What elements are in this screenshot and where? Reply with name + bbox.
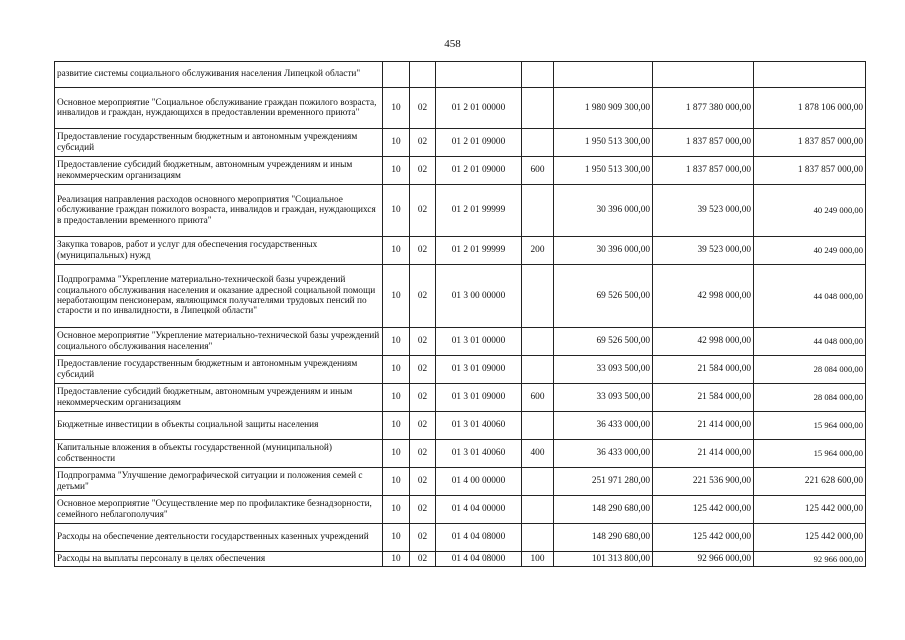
row-amount-year2: 125 442 000,00: [653, 496, 754, 524]
row-expense-type: 600: [522, 157, 554, 185]
row-section: 10: [383, 265, 410, 328]
row-amount-year2: 21 584 000,00: [653, 384, 754, 412]
row-amount-year3: 125 442 000,00: [754, 524, 866, 552]
row-name: Капитальные вложения в объекты государственной (муниципальной) собственности: [55, 440, 383, 468]
row-amount-year2: 42 998 000,00: [653, 265, 754, 328]
row-amount-year3: 1 878 106 000,00: [754, 88, 866, 129]
row-section: 10: [383, 440, 410, 468]
table-row: [55, 384, 866, 412]
row-target-article: 01 3 01 40060: [436, 440, 522, 468]
row-amount-year2: 39 523 000,00: [653, 185, 754, 237]
row-subsection: 02: [410, 524, 436, 552]
row-amount-year1: 36 433 000,00: [554, 440, 653, 468]
row-amount-year1: 33 093 500,00: [554, 384, 653, 412]
row-amount-year2: 39 523 000,00: [653, 237, 754, 265]
row-name: Предоставление субсидий бюджетным, автономным учреждениям и иным некоммерческим организациям: [55, 384, 383, 412]
row-section: 10: [383, 552, 410, 567]
row-amount-year1: 1 950 513 300,00: [554, 129, 653, 157]
row-name: Основное мероприятие "Социальное обслуживание граждан пожилого возраста, инвалидов и граждан, нуждающихся в предоставлении временного приюта": [55, 88, 383, 129]
row-amount-year1: 30 396 000,00: [554, 237, 653, 265]
row-subsection: 02: [410, 237, 436, 265]
row-amount-year2: 21 414 000,00: [653, 440, 754, 468]
row-target-article: 01 2 01 00000: [436, 88, 522, 129]
row-subsection: 02: [410, 440, 436, 468]
row-subsection: [410, 62, 436, 88]
table-row: [55, 62, 866, 88]
row-target-article: 01 2 01 09000: [436, 157, 522, 185]
row-section: 10: [383, 328, 410, 356]
row-expense-type: [522, 185, 554, 237]
row-target-article: 01 3 01 00000: [436, 328, 522, 356]
row-target-article: 01 4 04 00000: [436, 496, 522, 524]
row-section: 10: [383, 129, 410, 157]
row-section: 10: [383, 384, 410, 412]
row-subsection: 02: [410, 356, 436, 384]
row-amount-year3: 44 048 000,00: [754, 328, 866, 356]
row-amount-year3: 15 964 000,00: [754, 412, 866, 440]
row-amount-year2: 125 442 000,00: [653, 524, 754, 552]
row-subsection: 02: [410, 468, 436, 496]
row-amount-year3: 92 966 000,00: [754, 552, 866, 567]
row-name: Расходы на обеспечение деятельности государственных казенных учреждений: [55, 524, 383, 552]
row-name: Закупка товаров, работ и услуг для обеспечения государственных (муниципальных) нужд: [55, 237, 383, 265]
row-amount-year3: 40 249 000,00: [754, 237, 866, 265]
row-amount-year3: 1 837 857 000,00: [754, 129, 866, 157]
row-name: Предоставление государственным бюджетным и автономным учреждениям субсидий: [55, 356, 383, 384]
row-amount-year3: [754, 62, 866, 88]
row-amount-year2: 42 998 000,00: [653, 328, 754, 356]
row-expense-type: [522, 524, 554, 552]
row-subsection: 02: [410, 552, 436, 567]
table-row: [55, 524, 866, 552]
table-row: [55, 265, 866, 328]
row-target-article: 01 3 01 09000: [436, 384, 522, 412]
row-amount-year3: 28 084 000,00: [754, 384, 866, 412]
row-amount-year2: 221 536 900,00: [653, 468, 754, 496]
row-expense-type: 600: [522, 384, 554, 412]
row-target-article: 01 3 01 09000: [436, 356, 522, 384]
row-subsection: 02: [410, 129, 436, 157]
row-target-article: 01 4 04 08000: [436, 552, 522, 567]
row-name: Реализация направления расходов основного мероприятия "Социальное обслуживание граждан пожилого возраста, инвалидов и граждан, нуждающихся в предоставлении временного приюта": [55, 185, 383, 237]
row-name: Предоставление субсидий бюджетным, автономным учреждениям и иным некоммерческим организациям: [55, 157, 383, 185]
row-subsection: 02: [410, 88, 436, 129]
row-target-article: 01 4 04 08000: [436, 524, 522, 552]
table-row: [55, 237, 866, 265]
row-amount-year1: 251 971 280,00: [554, 468, 653, 496]
row-name: Подпрограмма "Улучшение демографической ситуации и положения семей с детьми": [55, 468, 383, 496]
row-name: Бюджетные инвестиции в объекты социальной защиты населения: [55, 412, 383, 440]
row-expense-type: [522, 265, 554, 328]
row-subsection: 02: [410, 496, 436, 524]
row-amount-year1: 36 433 000,00: [554, 412, 653, 440]
row-subsection: 02: [410, 265, 436, 328]
row-name: развитие системы социального обслуживания населения Липецкой области": [55, 62, 383, 88]
row-amount-year3: 125 442 000,00: [754, 496, 866, 524]
table-row: [55, 552, 866, 567]
row-name: Основное мероприятие "Укрепление материально-технической базы учреждений социального обслуживания населения": [55, 328, 383, 356]
row-amount-year3: 1 837 857 000,00: [754, 157, 866, 185]
row-expense-type: 200: [522, 237, 554, 265]
row-expense-type: [522, 328, 554, 356]
row-target-article: [436, 62, 522, 88]
row-amount-year2: 1 837 857 000,00: [653, 157, 754, 185]
row-amount-year3: 15 964 000,00: [754, 440, 866, 468]
row-amount-year1: 101 313 800,00: [554, 552, 653, 567]
row-amount-year1: 148 290 680,00: [554, 496, 653, 524]
row-section: 10: [383, 237, 410, 265]
row-amount-year1: 30 396 000,00: [554, 185, 653, 237]
row-subsection: 02: [410, 412, 436, 440]
row-subsection: 02: [410, 157, 436, 185]
row-amount-year3: 28 084 000,00: [754, 356, 866, 384]
row-subsection: 02: [410, 384, 436, 412]
table-row: [55, 440, 866, 468]
row-target-article: 01 3 00 00000: [436, 265, 522, 328]
row-section: 10: [383, 468, 410, 496]
row-amount-year3: 221 628 600,00: [754, 468, 866, 496]
row-expense-type: [522, 468, 554, 496]
table-row: [55, 356, 866, 384]
table-row: [55, 129, 866, 157]
row-expense-type: [522, 88, 554, 129]
row-amount-year1: [554, 62, 653, 88]
row-section: [383, 62, 410, 88]
row-expense-type: [522, 412, 554, 440]
row-expense-type: [522, 356, 554, 384]
row-section: 10: [383, 88, 410, 129]
row-name: Подпрограмма "Укрепление материально-технической базы учреждений социального обслуживания населения и оказание адресной социальной помощи неработающим пенсионерам, являющимся получателями трудовых пенсий по старости и по инвалидности, в Липецкой области": [55, 265, 383, 328]
row-amount-year2: 21 414 000,00: [653, 412, 754, 440]
row-section: 10: [383, 356, 410, 384]
row-subsection: 02: [410, 185, 436, 237]
row-target-article: 01 3 01 40060: [436, 412, 522, 440]
budget-table: [54, 61, 866, 567]
row-expense-type: [522, 129, 554, 157]
row-section: 10: [383, 412, 410, 440]
row-expense-type: [522, 496, 554, 524]
row-expense-type: 100: [522, 552, 554, 567]
table-row: [55, 468, 866, 496]
row-amount-year1: 148 290 680,00: [554, 524, 653, 552]
row-amount-year2: 1 837 857 000,00: [653, 129, 754, 157]
row-expense-type: 400: [522, 440, 554, 468]
row-amount-year1: 69 526 500,00: [554, 265, 653, 328]
row-name: Расходы на выплаты персоналу в целях обеспечения: [55, 552, 383, 567]
row-target-article: 01 2 01 99999: [436, 185, 522, 237]
row-target-article: 01 2 01 99999: [436, 237, 522, 265]
table-row: [55, 328, 866, 356]
row-name: Предоставление государственным бюджетным и автономным учреждениям субсидий: [55, 129, 383, 157]
row-amount-year2: [653, 62, 754, 88]
row-section: 10: [383, 185, 410, 237]
table-row: [55, 412, 866, 440]
row-amount-year2: 92 966 000,00: [653, 552, 754, 567]
row-subsection: 02: [410, 328, 436, 356]
row-amount-year1: 1 980 909 300,00: [554, 88, 653, 129]
table-row: [55, 88, 866, 129]
table-row: [55, 157, 866, 185]
row-amount-year1: 33 093 500,00: [554, 356, 653, 384]
row-amount-year3: 40 249 000,00: [754, 185, 866, 237]
row-amount-year1: 1 950 513 300,00: [554, 157, 653, 185]
table-row: [55, 496, 866, 524]
row-amount-year2: 1 877 380 000,00: [653, 88, 754, 129]
row-section: 10: [383, 496, 410, 524]
row-section: 10: [383, 524, 410, 552]
row-expense-type: [522, 62, 554, 88]
row-section: 10: [383, 157, 410, 185]
row-amount-year2: 21 584 000,00: [653, 356, 754, 384]
row-target-article: 01 4 00 00000: [436, 468, 522, 496]
row-target-article: 01 2 01 09000: [436, 129, 522, 157]
table-row: [55, 185, 866, 237]
page-number: 458: [444, 38, 461, 50]
row-name: Основное мероприятие "Осуществление мер по профилактике безнадзорности, семейного неблагополучия": [55, 496, 383, 524]
row-amount-year1: 69 526 500,00: [554, 328, 653, 356]
row-amount-year3: 44 048 000,00: [754, 265, 866, 328]
